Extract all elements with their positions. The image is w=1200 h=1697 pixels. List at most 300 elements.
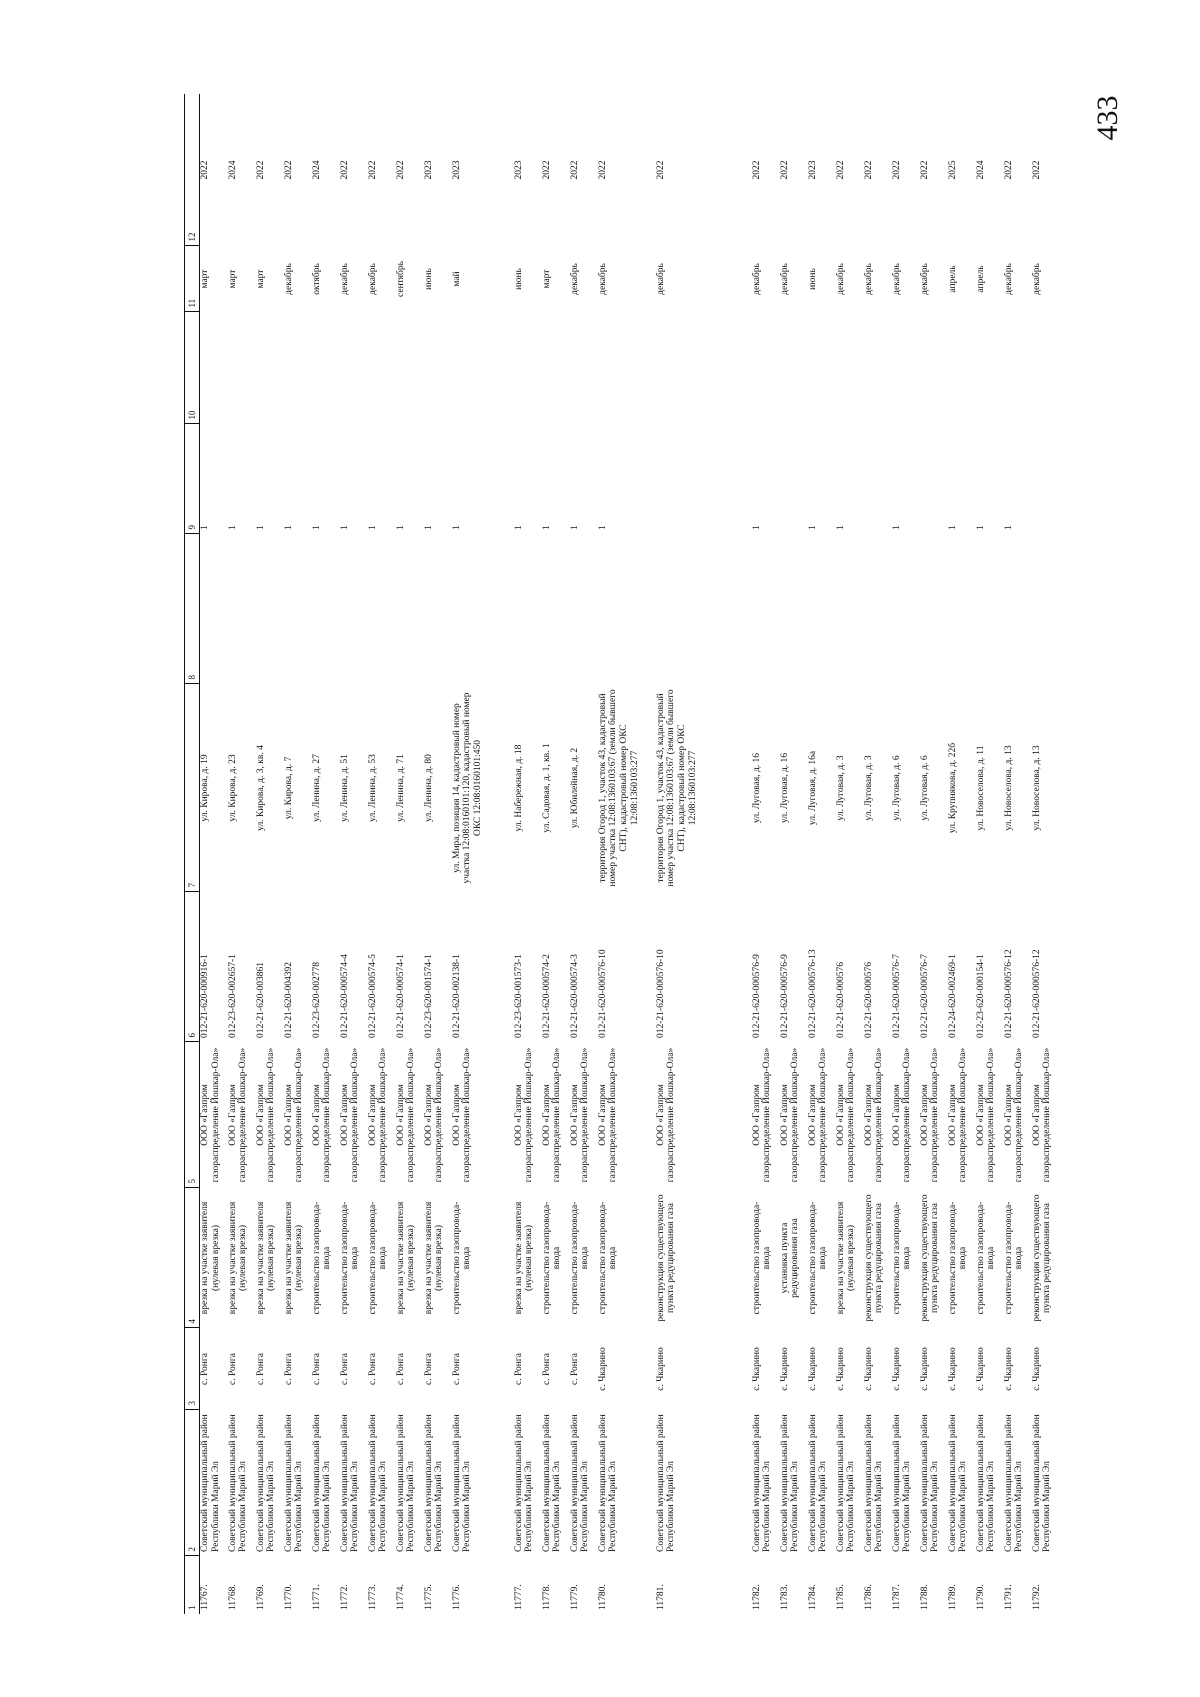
cell-address: ул. Ленина, д. 71 xyxy=(395,754,406,822)
cell-month: декабрь xyxy=(569,263,580,295)
cell-n: 11767. xyxy=(200,1584,210,1610)
cell-month: декабрь xyxy=(863,263,874,295)
cell-month: сентябрь xyxy=(395,261,406,297)
cell-c10 xyxy=(836,312,864,424)
cell-c10 xyxy=(948,312,976,424)
cell-c8 xyxy=(542,534,570,684)
cell-n: 11788. xyxy=(919,1584,930,1610)
cell-c9: 1 xyxy=(283,525,294,530)
cell-c9: 1 xyxy=(891,525,902,530)
cell-c9 xyxy=(864,424,892,534)
cell-c10 xyxy=(396,312,424,424)
column-header-3: 3 xyxy=(185,1328,200,1410)
cell-settlement: с. Ронга xyxy=(541,1353,552,1385)
cell-c9: 1 xyxy=(200,525,210,530)
table-row xyxy=(514,94,542,1614)
cell-settlement: с. Чкарино xyxy=(835,1347,846,1391)
cell-year: 2022 xyxy=(751,160,762,180)
cell-district: Советский муниципальный район Республики Марий Эл xyxy=(597,1414,619,1552)
cell-c8 xyxy=(836,534,864,684)
cell-n: 11787. xyxy=(891,1584,902,1610)
cell-month: декабрь xyxy=(367,263,378,295)
cell-settlement: с. Чкарино xyxy=(863,1347,874,1391)
cell-district: Советский муниципальный район Республики Марий Эл xyxy=(751,1414,773,1552)
cell-month: декабрь xyxy=(655,263,666,295)
cell-c8 xyxy=(514,534,542,684)
cell-address: территория Огород 1, участок 43, кадастровый номер участка 12:08:1360103:67 (земли бывшего СНТ), кадастровый номер ОКС 12:08:1360103:277 xyxy=(597,689,641,887)
cell-code: 012-21-620-000576 xyxy=(835,962,846,1038)
cell-c8 xyxy=(256,534,284,684)
cell-org: ООО «Газпром газораспределение Йошкар-Ола» xyxy=(367,1047,389,1183)
cell-work: строительство газопровода-ввода xyxy=(891,1201,913,1315)
cell-c10 xyxy=(452,312,496,424)
cell-work: строительство газопровода-ввода xyxy=(569,1201,591,1315)
cell-code: 012-21-620-000576-12 xyxy=(1031,949,1042,1038)
cell-org: ООО «Газпром газораспределение Йошкар-Ола» xyxy=(863,1047,885,1183)
row-spacer xyxy=(496,94,514,1614)
cell-address: ул. Ленина, д. 80 xyxy=(423,754,434,822)
table-row xyxy=(808,94,836,1614)
cell-address: ул. Мира, позиция 14, кадастровый номер участка 12:08:0160101:120, кадастровый номер ОКС 12:08:0160101:450 xyxy=(451,692,484,884)
cell-n: 11769. xyxy=(255,1584,266,1610)
cell-address: ул. Луговая, д. 16а xyxy=(807,750,818,826)
cell-address: ул. Кирова, д. 3, кв. 4 xyxy=(255,745,266,831)
cell-month: март xyxy=(541,269,552,289)
cell-c8 xyxy=(780,534,808,684)
cell-month: декабрь xyxy=(339,263,350,295)
cell-c9: 1 xyxy=(255,525,266,530)
cell-code: 012-21-620-000576-9 xyxy=(751,954,762,1038)
cell-month: июнь xyxy=(513,268,524,290)
cell-address: ул. Луговая, д. 3 xyxy=(835,755,846,821)
cell-c9 xyxy=(1032,424,1060,534)
table-row xyxy=(396,94,424,1614)
cell-c10 xyxy=(1004,312,1032,424)
cell-district: Советский муниципальный район Республики Марий Эл xyxy=(1031,1414,1053,1552)
cell-month: декабрь xyxy=(283,263,294,295)
cell-year: 2022 xyxy=(200,160,210,180)
cell-c9: 1 xyxy=(975,525,986,530)
cell-org: ООО «Газпром газораспределение Йошкар-Ола» xyxy=(655,1047,677,1183)
cell-district: Советский муниципальный район Республики Марий Эл xyxy=(975,1414,997,1552)
cell-settlement: с. Ронга xyxy=(283,1353,294,1385)
cell-work: врезка на участке заявителя (нулевая врезка) xyxy=(835,1201,857,1315)
cell-district: Советский муниципальный район Республики Марий Эл xyxy=(891,1414,913,1552)
cell-month: июнь xyxy=(423,268,434,290)
cell-c10 xyxy=(570,312,598,424)
cell-c10 xyxy=(368,312,396,424)
cell-work: врезка на участке заявителя (нулевая врезка) xyxy=(227,1201,249,1315)
cell-work: строительство газопровода-ввода xyxy=(541,1201,563,1315)
cell-year: 2022 xyxy=(283,160,294,180)
cell-org: ООО «Газпром газораспределение Йошкар-Ола» xyxy=(255,1047,277,1183)
cell-settlement: с. Чкарино xyxy=(655,1347,666,1391)
cell-year: 2022 xyxy=(569,160,580,180)
cell-c10 xyxy=(542,312,570,424)
column-number-header xyxy=(185,94,200,1614)
table-row xyxy=(780,94,808,1614)
cell-year: 2022 xyxy=(655,160,666,180)
cell-c9: 1 xyxy=(807,525,818,530)
cell-month: октябрь xyxy=(311,263,322,295)
cell-c8 xyxy=(396,534,424,684)
cell-work: строительство газопровода-ввода xyxy=(807,1201,829,1315)
cell-c9: 1 xyxy=(541,525,552,530)
cell-year: 2022 xyxy=(835,160,846,180)
table-row xyxy=(570,94,598,1614)
cell-month: март xyxy=(255,269,266,289)
cell-month: декабрь xyxy=(1003,263,1014,295)
cell-settlement: с. Чкарино xyxy=(975,1347,986,1391)
cell-c9 xyxy=(780,424,808,534)
cell-c10 xyxy=(228,312,256,424)
cell-c8 xyxy=(892,534,920,684)
cell-work: реконструкция существующего пункта редуцирования газа xyxy=(863,1194,885,1322)
cell-district: Советский муниципальный район Республики Марий Эл xyxy=(395,1414,417,1552)
cell-c10 xyxy=(780,312,808,424)
table-row xyxy=(892,94,920,1614)
cell-address: ул. Кирова, д. 7 xyxy=(283,756,294,820)
cell-n: 11774. xyxy=(395,1584,406,1610)
cell-address: ул. Новоселова, д. 11 xyxy=(975,745,986,831)
cell-settlement: с. Чкарино xyxy=(779,1347,790,1391)
cell-year: 2023 xyxy=(513,160,524,180)
cell-c9 xyxy=(656,424,736,534)
row-spacer xyxy=(736,94,752,1614)
cell-c8 xyxy=(1032,534,1060,684)
cell-code: 012-21-620-000574-5 xyxy=(367,954,378,1038)
cell-year: 2022 xyxy=(541,160,552,180)
cell-c10 xyxy=(200,312,228,424)
cell-month: май xyxy=(451,271,462,287)
cell-settlement: с. Чкарино xyxy=(891,1347,902,1391)
cell-code: 012-23-620-002778 xyxy=(311,962,322,1038)
cell-month: апрель xyxy=(947,265,958,293)
cell-n: 11770. xyxy=(283,1584,294,1610)
cell-org: ООО «Газпром газораспределение Йошкар-Ола» xyxy=(975,1047,997,1183)
cell-org: ООО «Газпром газораспределение Йошкар-Ола» xyxy=(597,1047,619,1183)
cell-n: 11771. xyxy=(311,1584,322,1610)
cell-address: территория Огород 1, участок 43, кадастровый номер участка 12:08:1360103:67 (земли бывшего СНТ), кадастровый номер ОКС 12:08:1360103:277 xyxy=(655,689,699,887)
cell-month: июнь xyxy=(807,268,818,290)
cell-year: 2022 xyxy=(339,160,350,180)
cell-n: 11773. xyxy=(367,1584,378,1610)
cell-year: 2023 xyxy=(807,160,818,180)
table-row xyxy=(542,94,570,1614)
cell-c10 xyxy=(752,312,780,424)
cell-c8 xyxy=(368,534,396,684)
cell-settlement: с. Ронга xyxy=(395,1353,406,1385)
page-number: 433 xyxy=(1091,95,1124,141)
cell-address: ул. Крупнякова, д. 22б xyxy=(947,742,958,834)
cell-month: декабрь xyxy=(891,263,902,295)
cell-c10 xyxy=(340,312,368,424)
cell-work: реконструкция существующего пункта редуцирования газа xyxy=(1031,1194,1053,1322)
cell-org: ООО «Газпром газораспределение Йошкар-Ола» xyxy=(451,1047,473,1183)
table-row xyxy=(752,94,780,1614)
cell-n: 11781. xyxy=(655,1584,666,1610)
cell-work: врезка на участке заявителя (нулевая врезка) xyxy=(200,1201,221,1315)
cell-year: 2025 xyxy=(947,160,958,180)
table-body xyxy=(200,94,1060,1614)
cell-code: 012-21-620-000576-13 xyxy=(807,949,818,1038)
cell-org: ООО «Газпром газораспределение Йошкар-Ола» xyxy=(423,1047,445,1183)
cell-c9: 1 xyxy=(311,525,322,530)
cell-c8 xyxy=(312,534,340,684)
cell-address: ул. Кирова, д. 23 xyxy=(227,754,238,822)
cell-address: ул. Луговая, д. 16 xyxy=(779,753,790,823)
cell-n: 11783. xyxy=(779,1584,790,1610)
column-header-6: 6 xyxy=(185,892,200,1042)
cell-address: ул. Новоселова, д. 13 xyxy=(1031,745,1042,831)
cell-n: 11780. xyxy=(597,1584,608,1610)
cell-month: апрель xyxy=(975,265,986,293)
cell-org: ООО «Газпром газораспределение Йошкар-Ола» xyxy=(947,1047,969,1183)
cell-district: Советский муниципальный район Республики Марий Эл xyxy=(655,1414,677,1552)
cell-c10 xyxy=(598,312,656,424)
cell-org: ООО «Газпром газораспределение Йошкар-Ола» xyxy=(283,1047,305,1183)
cell-c9: 1 xyxy=(451,525,462,530)
cell-c10 xyxy=(514,312,542,424)
cell-address: ул. Луговая, д. 6 xyxy=(919,755,930,821)
table-row xyxy=(976,94,1004,1614)
cell-district: Советский муниципальный район Республики Марий Эл xyxy=(1003,1414,1025,1552)
cell-settlement: с. Ронга xyxy=(227,1353,238,1385)
cell-n: 11778. xyxy=(541,1584,552,1610)
cell-settlement: с. Чкарино xyxy=(919,1347,930,1391)
cell-month: декабрь xyxy=(835,263,846,295)
cell-c10 xyxy=(976,312,1004,424)
cell-c8 xyxy=(976,534,1004,684)
cell-settlement: с. Чкарино xyxy=(1031,1347,1042,1391)
cell-year: 2024 xyxy=(311,160,322,180)
cell-year: 2022 xyxy=(395,160,406,180)
cell-org: ООО «Газпром газораспределение Йошкар-Ола» xyxy=(751,1047,773,1183)
table-row xyxy=(312,94,340,1614)
cell-code: 012-21-620-000916-1 xyxy=(200,954,210,1038)
cell-code: 012-21-620-000576-10 xyxy=(655,949,666,1038)
cell-district: Советский муниципальный район Республики Марий Эл xyxy=(541,1414,563,1552)
cell-address: ул. Ленина, д. 53 xyxy=(367,754,378,822)
cell-c9: 1 xyxy=(597,525,608,530)
cell-work: строительство газопровода-ввода xyxy=(597,1201,619,1315)
spacer-cell xyxy=(496,94,514,1614)
cell-month: декабрь xyxy=(919,263,930,295)
cell-district: Советский муниципальный район Республики Марий Эл xyxy=(200,1414,221,1552)
cell-settlement: с. Ронга xyxy=(569,1353,580,1385)
table-row xyxy=(284,94,312,1614)
cell-work: строительство газопровода-ввода xyxy=(339,1201,361,1315)
column-header-5: 5 xyxy=(185,1042,200,1188)
cell-org: ООО «Газпром газораспределение Йошкар-Ола» xyxy=(395,1047,417,1183)
cell-c8 xyxy=(1004,534,1032,684)
cell-settlement: с. Ронга xyxy=(451,1353,462,1385)
cell-code: 012-21-620-000574-2 xyxy=(541,954,552,1038)
cell-n: 11768. xyxy=(227,1584,238,1610)
cell-c10 xyxy=(256,312,284,424)
cell-address: ул. Ленина, д. 51 xyxy=(339,754,350,822)
cell-c10 xyxy=(284,312,312,424)
cell-org: ООО «Газпром газораспределение Йошкар-Ола» xyxy=(513,1047,535,1183)
cell-address: ул. Юбилейная, д. 2 xyxy=(569,747,580,829)
column-header-4: 4 xyxy=(185,1188,200,1328)
cell-district: Советский муниципальный район Республики Марий Эл xyxy=(569,1414,591,1552)
cell-settlement: с. Ронга xyxy=(255,1353,266,1385)
gas-connections-table xyxy=(184,94,1060,1614)
table-row xyxy=(864,94,892,1614)
table-row xyxy=(228,94,256,1614)
cell-work: строительство газопровода-ввода xyxy=(311,1201,333,1315)
cell-n: 11789. xyxy=(947,1584,958,1610)
cell-work: реконструкция существующего пункта редуцирования газа xyxy=(655,1194,677,1322)
cell-c9: 1 xyxy=(395,525,406,530)
cell-code: 012-23-620-002657-1 xyxy=(227,954,238,1038)
cell-year: 2022 xyxy=(779,160,790,180)
cell-address: ул. Садовая, д. 1, кв. 1 xyxy=(541,743,552,833)
cell-code: 012-21-620-000576-10 xyxy=(597,949,608,1038)
spacer-cell xyxy=(736,94,752,1614)
cell-year: 2024 xyxy=(227,160,238,180)
cell-code: 012-21-620-004392 xyxy=(283,962,294,1038)
cell-org: ООО «Газпром газораспределение Йошкар-Ола» xyxy=(779,1047,801,1183)
cell-address: ул. Кирова, д. 19 xyxy=(200,754,210,822)
cell-district: Советский муниципальный район Республики Марий Эл xyxy=(807,1414,829,1552)
cell-c10 xyxy=(1032,312,1060,424)
cell-c9: 1 xyxy=(569,525,580,530)
table-row xyxy=(656,94,736,1614)
table-row xyxy=(368,94,396,1614)
cell-code: 012-21-620-000576 xyxy=(863,962,874,1038)
cell-address: ул. Ленина, д. 27 xyxy=(311,754,322,822)
cell-settlement: с. Чкарино xyxy=(1003,1347,1014,1391)
cell-year: 2024 xyxy=(975,160,986,180)
cell-c10 xyxy=(864,312,892,424)
table-row xyxy=(452,94,496,1614)
cell-n: 11775. xyxy=(423,1584,434,1610)
cell-c9: 1 xyxy=(367,525,378,530)
cell-month: март xyxy=(200,269,210,289)
cell-work: врезка на участке заявителя (нулевая врезка) xyxy=(513,1201,535,1315)
cell-c8 xyxy=(864,534,892,684)
cell-year: 2023 xyxy=(423,160,434,180)
cell-org: ООО «Газпром газораспределение Йошкар-Ола» xyxy=(835,1047,857,1183)
cell-district: Советский муниципальный район Республики Марий Эл xyxy=(255,1414,277,1552)
cell-org: ООО «Газпром газораспределение Йошкар-Ола» xyxy=(227,1047,249,1183)
cell-work: врезка на участке заявителя (нулевая врезка) xyxy=(423,1201,445,1315)
cell-year: 2022 xyxy=(255,160,266,180)
cell-n: 11785. xyxy=(835,1584,846,1610)
cell-n: 11776. xyxy=(451,1584,462,1610)
cell-org: ООО «Газпром газораспределение Йошкар-Ола» xyxy=(807,1047,829,1183)
cell-work: строительство газопровода-ввода xyxy=(751,1201,773,1315)
cell-work: врезка на участке заявителя (нулевая врезка) xyxy=(395,1201,417,1315)
cell-settlement: с. Чкарино xyxy=(947,1347,958,1391)
cell-code: 012-21-620-000576-7 xyxy=(891,954,902,1038)
cell-district: Советский муниципальный район Республики Марий Эл xyxy=(423,1414,445,1552)
cell-c8 xyxy=(598,534,656,684)
cell-c10 xyxy=(920,312,948,424)
cell-c9: 1 xyxy=(513,525,524,530)
cell-year: 2022 xyxy=(891,160,902,180)
cell-n: 11784. xyxy=(807,1584,818,1610)
cell-district: Советский муниципальный район Республики Марий Эл xyxy=(367,1414,389,1552)
cell-c9 xyxy=(920,424,948,534)
cell-year: 2023 xyxy=(451,160,462,180)
cell-c8 xyxy=(200,534,228,684)
cell-address: ул. Новоселова, д. 13 xyxy=(1003,745,1014,831)
column-header-8: 8 xyxy=(185,534,200,684)
cell-year: 2022 xyxy=(367,160,378,180)
cell-work: строительство газопровода-ввода xyxy=(947,1201,969,1315)
cell-work: строительство газопровода-ввода xyxy=(451,1201,473,1315)
cell-address: ул. Луговая, д. 6 xyxy=(891,755,902,821)
table-row xyxy=(256,94,284,1614)
cell-year: 2022 xyxy=(1031,160,1042,180)
cell-settlement: с. Чкарино xyxy=(807,1347,818,1391)
cell-settlement: с. Ронга xyxy=(339,1353,350,1385)
cell-org: ООО «Газпром газораспределение Йошкар-Ола» xyxy=(891,1047,913,1183)
cell-settlement: с. Ронга xyxy=(423,1353,434,1385)
column-header-7: 7 xyxy=(185,684,200,892)
cell-code: 012-21-620-003861 xyxy=(255,962,266,1038)
cell-year: 2022 xyxy=(919,160,930,180)
cell-c9: 1 xyxy=(339,525,350,530)
cell-district: Советский муниципальный район Республики Марий Эл xyxy=(513,1414,535,1552)
table-row xyxy=(1032,94,1060,1614)
cell-district: Советский муниципальный район Республики Марий Эл xyxy=(451,1414,473,1552)
cell-c9: 1 xyxy=(835,525,846,530)
cell-address: ул. Луговая, д. 3 xyxy=(863,755,874,821)
cell-month: март xyxy=(227,269,238,289)
cell-c8 xyxy=(452,534,496,684)
cell-c10 xyxy=(892,312,920,424)
cell-district: Советский муниципальный район Республики Марий Эл xyxy=(339,1414,361,1552)
cell-settlement: с. Чкарино xyxy=(597,1347,608,1391)
cell-n: 11779. xyxy=(569,1584,580,1610)
cell-settlement: с. Ронга xyxy=(513,1353,524,1385)
cell-n: 11772. xyxy=(339,1584,350,1610)
cell-c8 xyxy=(284,534,312,684)
cell-month: декабрь xyxy=(597,263,608,295)
table-row xyxy=(598,94,656,1614)
cell-org: ООО «Газпром газораспределение Йошкар-Ола» xyxy=(1031,1047,1053,1183)
cell-c8 xyxy=(808,534,836,684)
cell-c9: 1 xyxy=(751,525,762,530)
cell-code: 012-21-620-000574-4 xyxy=(339,954,350,1038)
cell-month: декабрь xyxy=(1031,263,1042,295)
cell-org: ООО «Газпром газораспределение Йошкар-Ола» xyxy=(569,1047,591,1183)
cell-c9: 1 xyxy=(947,525,958,530)
cell-district: Советский муниципальный район Республики Марий Эл xyxy=(779,1414,801,1552)
cell-c8 xyxy=(228,534,256,684)
cell-c8 xyxy=(340,534,368,684)
table-row xyxy=(1004,94,1032,1614)
cell-org: ООО «Газпром газораспределение Йошкар-Ола» xyxy=(311,1047,333,1183)
cell-c9: 1 xyxy=(227,525,238,530)
cell-org: ООО «Газпром газораспределение Йошкар-Ола» xyxy=(541,1047,563,1183)
rotated-table-container xyxy=(184,94,1053,1614)
table-row xyxy=(200,94,228,1614)
cell-work: установка пункта редуцирования газа xyxy=(779,1218,801,1298)
cell-org: ООО «Газпром газораспределение Йошкар-Ола» xyxy=(200,1047,221,1183)
cell-settlement: с. Ронга xyxy=(200,1353,210,1385)
cell-code: 012-24-620-002469-1 xyxy=(947,954,958,1038)
cell-c8 xyxy=(948,534,976,684)
table-row xyxy=(340,94,368,1614)
cell-year: 2022 xyxy=(597,160,608,180)
cell-c10 xyxy=(424,312,452,424)
cell-c10 xyxy=(312,312,340,424)
